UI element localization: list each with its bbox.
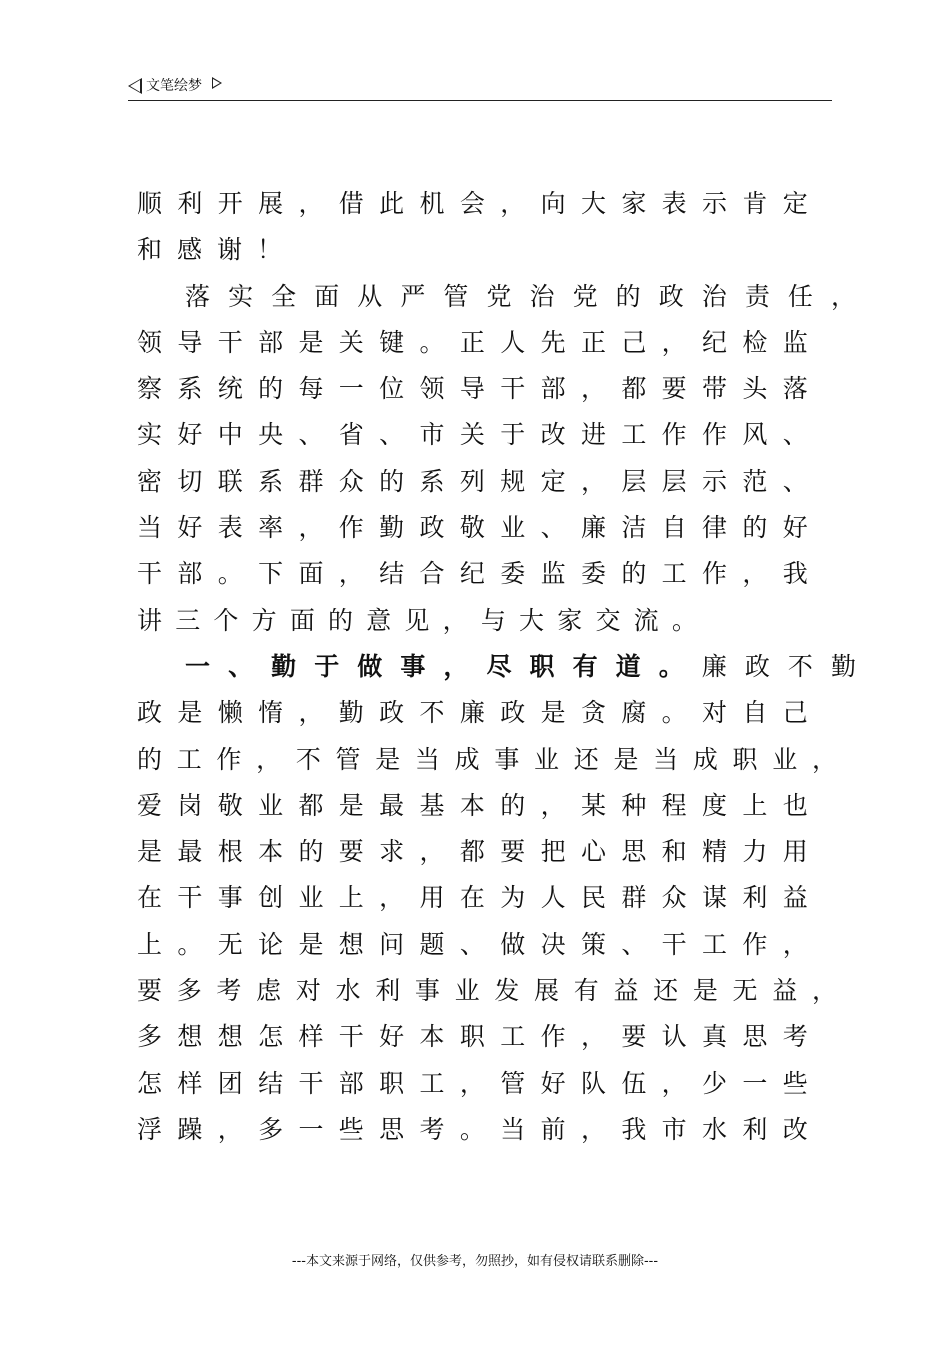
text-line: 察 系 统 的 每 一 位 领 导 干 部 ， 都 要 带 头 落 <box>137 374 808 404</box>
text-line: 怎 样 团 结 干 部 职 工 ， 管 好 队 伍 ， 少 一 些 <box>137 1068 808 1098</box>
text-line: 上 。 无 论 是 想 问 题 、 做 决 策 、 干 工 作 ， <box>137 929 808 959</box>
text-line: 要 多 考 虑 对 水 利 事 业 发 展 有 益 还 是 无 益 ， <box>137 976 837 1006</box>
text-line: 落 实 全 面 从 严 管 党 治 党 的 政 治 责 任 ， <box>185 281 856 311</box>
text-line: 和感谢！ <box>137 235 298 265</box>
text-line: 当 好 表 率 ， 作 勤 政 敬 业 、 廉 洁 自 律 的 好 <box>137 513 808 543</box>
page-footer: ---本文来源于网络，仅供参考，勿照抄，如有侵权请联系删除--- <box>291 1254 659 1269</box>
text-line: 爱 岗 敬 业 都 是 最 基 本 的 ， 某 种 程 度 上 也 <box>137 790 808 820</box>
text-line: 浮 躁 ， 多 一 些 思 考 。 当 前 ， 我 市 水 利 改 <box>137 1114 808 1144</box>
header-brand <box>128 76 222 96</box>
text-line: 领 导 干 部 是 关 键 。 正 人 先 正 己 ， 纪 检 监 <box>137 327 808 357</box>
triangle-right-icon <box>212 77 222 89</box>
text-line: 在 干 事 创 业 上 ， 用 在 为 人 民 群 众 谋 利 益 <box>137 883 808 913</box>
text-line: 是 最 根 本 的 要 求 ， 都 要 把 心 思 和 精 力 用 <box>137 837 808 867</box>
page-header <box>128 74 832 101</box>
text-line: 密 切 联 系 群 众 的 系 列 规 定 ， 层 层 示 范 、 <box>137 466 808 496</box>
header-title: 文笔绘梦 <box>146 78 202 94</box>
text-line: 一 、 勤 于 做 事 ， 尽 职 有 道 。 廉 政 不 勤 <box>185 651 856 681</box>
text-line: 多 想 想 怎 样 干 好 本 职 工 作 ， 要 认 真 思 考 <box>137 1022 808 1052</box>
document-body <box>137 181 856 1153</box>
text-line: 干 部 。 下 面 ， 结 合 纪 委 监 委 的 工 作 ， 我 <box>137 559 808 589</box>
triangle-left-icon <box>128 78 142 94</box>
text-line: 讲 三 个 方 面 的 意 见 ， 与 大 家 交 流 。 <box>137 605 697 635</box>
text-line: 实 好 中 央 、 省 、 市 关 于 改 进 工 作 作 风 、 <box>137 420 808 450</box>
text-line: 政 是 懒 惰 ， 勤 政 不 廉 政 是 贪 腐 。 对 自 己 <box>137 698 808 728</box>
text-line: 顺 利 开 展 ， 借 此 机 会 ， 向 大 家 表 示 肯 定 <box>137 189 808 218</box>
text-line: 的 工 作 ， 不 管 是 当 成 事 业 还 是 当 成 职 业 ， <box>137 744 837 774</box>
